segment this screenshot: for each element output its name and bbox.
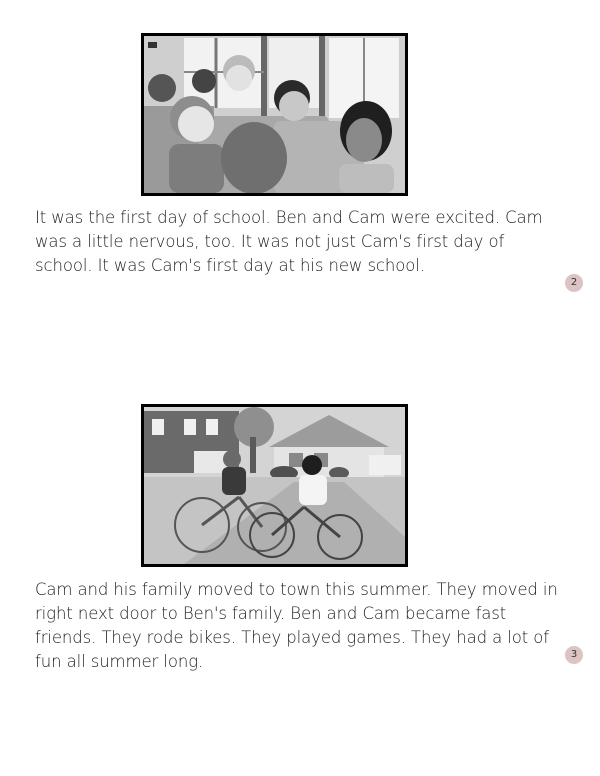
school-bus-illustration: [141, 33, 408, 196]
story-text: It was the first day of school. Ben and Cam were excited. Cam was a little nervous, too. It was not just Cam's first day of school. It was Cam's first day at his new school.: [35, 208, 543, 275]
page-number-badge: 2: [565, 274, 583, 292]
page-number-badge: 3: [565, 646, 583, 664]
kids-riding-bikes-illustration: [141, 404, 408, 567]
story-text: Cam and his family moved to town this summer. They moved in right next door to Ben's family. Ben and Cam became fast friends. They rode bikes. They played games. They had a lot of fun all summer long.: [35, 580, 558, 671]
